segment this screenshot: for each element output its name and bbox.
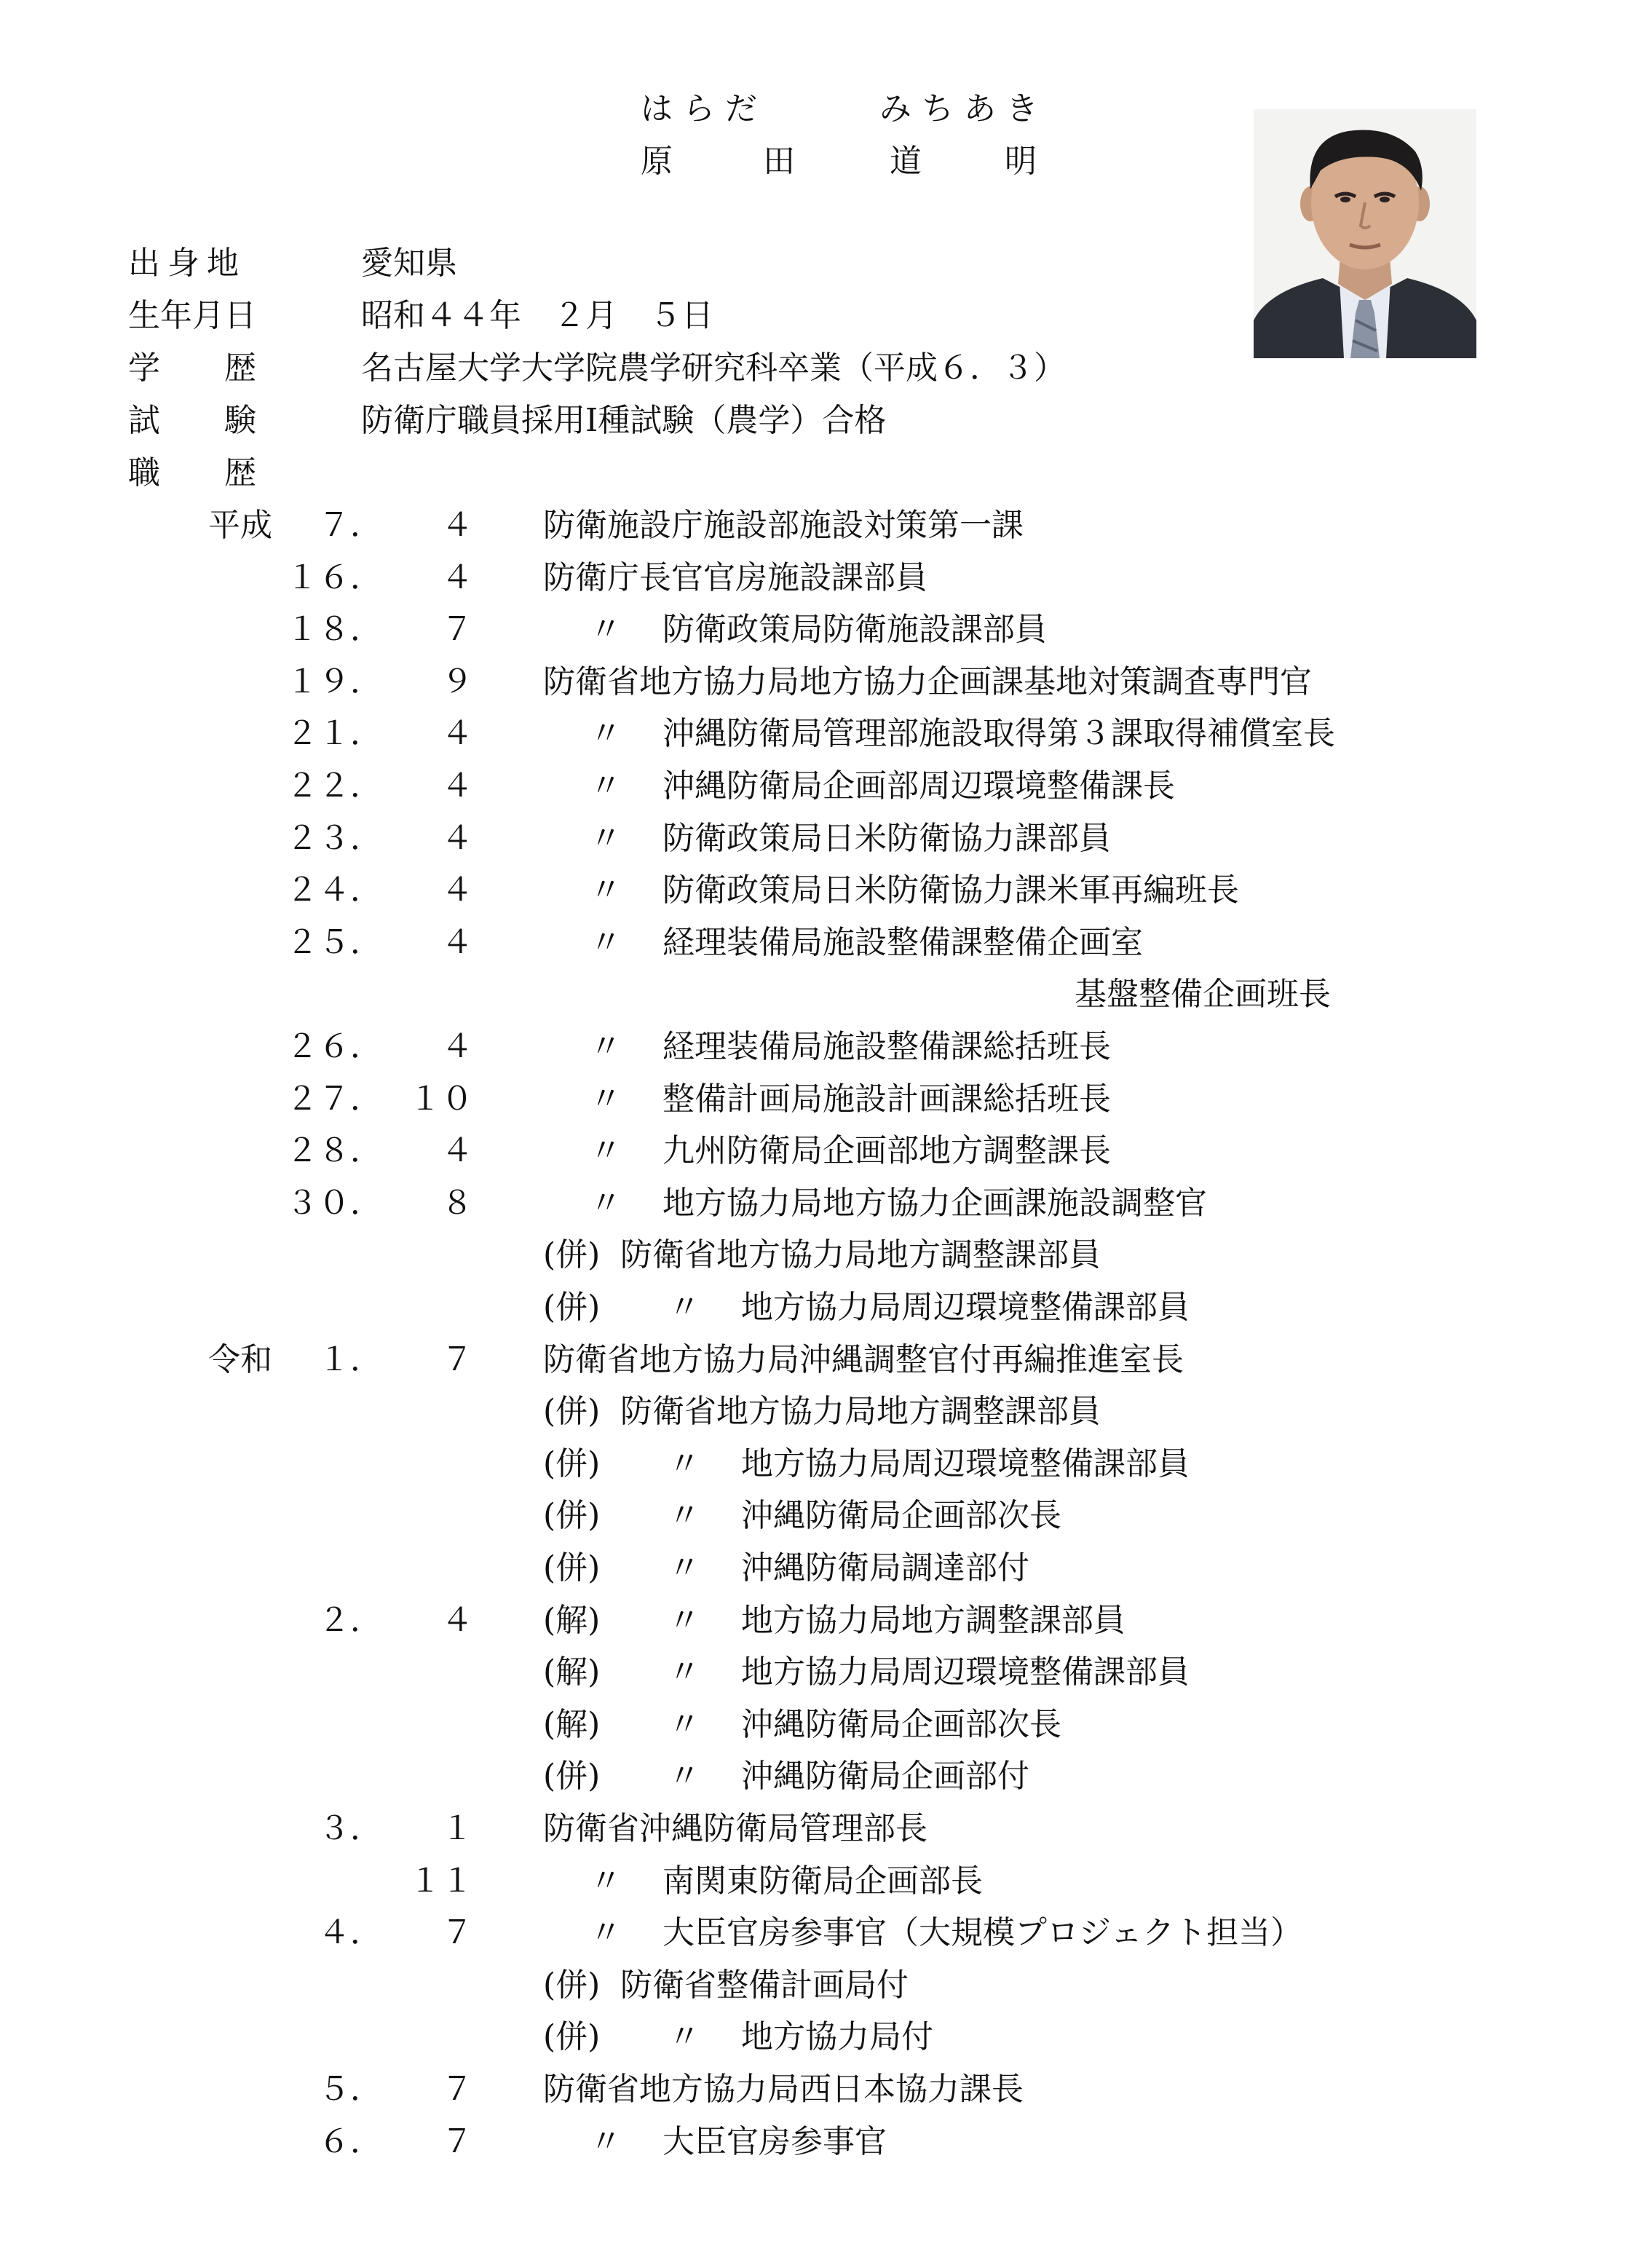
career-month: ７ <box>441 2123 473 2160</box>
birthplace-label: 出身地 <box>128 245 246 282</box>
career-month: ４ <box>441 1602 473 1639</box>
exam-value: 防衛庁職員採用Ⅰ種試験（農学）合格 <box>361 402 887 439</box>
ditto-mark: 〃 <box>668 1653 700 1691</box>
career-position: 大臣官房参事官 <box>662 2123 887 2160</box>
career-year: ２４． <box>286 872 382 909</box>
career-era: 令和 <box>208 1341 272 1378</box>
name-char-1: 原 <box>641 143 673 180</box>
career-position: 防衛省整備計画局付 <box>620 1967 909 2004</box>
career-month: ７ <box>441 2071 473 2108</box>
ditto-mark: 〃 <box>590 924 622 961</box>
career-position: 防衛政策局日米防衛協力課部員 <box>662 820 1111 857</box>
career-month: ４ <box>441 507 473 544</box>
portrait-photo <box>1254 109 1476 358</box>
ditto-mark: 〃 <box>668 1602 700 1639</box>
career-position: 防衛施設庁施設部施設対策第一課 <box>543 507 1024 544</box>
education-value: 名古屋大学大学院農学研究科卒業（平成６．３） <box>361 349 1066 387</box>
career-year: ６． <box>318 2123 382 2160</box>
career-prefix: (併) <box>543 1393 601 1430</box>
career-year: ７． <box>318 507 382 544</box>
career-era: 平成 <box>208 507 272 544</box>
career-position: 防衛省沖縄防衛局管理部長 <box>543 1810 927 1847</box>
career-position: 整備計画局施設計画課総括班長 <box>662 1080 1111 1118</box>
ditto-mark: 〃 <box>668 1758 700 1795</box>
career-month: ７ <box>441 1341 473 1378</box>
career-year: １． <box>318 1341 382 1378</box>
career-year: ２７． <box>286 1080 382 1118</box>
career-label: 職 歴 <box>128 454 256 491</box>
career-position: 沖縄防衛局企画部周辺環境整備課長 <box>662 767 1175 805</box>
career-prefix: (解) <box>543 1602 601 1639</box>
career-position: 経理装備局施設整備課総括班長 <box>662 1028 1111 1065</box>
career-month: １０ <box>409 1080 473 1118</box>
exam-label: 試 験 <box>128 402 256 439</box>
career-month: ７ <box>441 1914 473 1951</box>
career-prefix: (併) <box>543 1549 601 1587</box>
career-position: 防衛省地方協力局沖縄調整官付再編推進室長 <box>543 1341 1184 1378</box>
career-prefix: (併) <box>543 1758 601 1795</box>
career-position: 基盤整備企画班長 <box>1075 976 1331 1013</box>
name-char-2: 田 <box>763 143 795 180</box>
ditto-mark: 〃 <box>590 1028 622 1065</box>
ditto-mark: 〃 <box>590 611 622 648</box>
name-char-3: 道 <box>890 143 922 180</box>
career-position: 地方協力局地方調整課部員 <box>741 1602 1125 1639</box>
career-year: ２３． <box>286 820 382 857</box>
career-month: ４ <box>441 872 473 909</box>
ditto-mark: 〃 <box>590 1914 622 1951</box>
career-month: １ <box>441 1810 473 1847</box>
career-month: ９ <box>441 663 473 700</box>
career-position: 地方協力局地方協力企画課施設調整官 <box>662 1185 1207 1222</box>
career-position: 地方協力局付 <box>741 2018 933 2055</box>
career-month: ４ <box>441 715 473 752</box>
ditto-mark: 〃 <box>590 715 622 752</box>
career-position: 沖縄防衛局管理部施設取得第３課取得補償室長 <box>662 715 1335 752</box>
career-month: ８ <box>441 1185 473 1222</box>
career-prefix: (併) <box>543 1445 601 1482</box>
birthdate-value: 昭和４４年 ２月 ５日 <box>361 297 713 334</box>
career-year: ２１． <box>286 715 382 752</box>
career-position: 経理装備局施設整備課整備企画室 <box>662 924 1143 961</box>
career-year: １８． <box>286 611 382 648</box>
name-furigana-family: はらだ <box>641 90 767 127</box>
career-position: 沖縄防衛局企画部次長 <box>741 1497 1061 1534</box>
career-month: ４ <box>441 1132 473 1169</box>
career-prefix: (併) <box>543 2018 601 2055</box>
career-prefix: (解) <box>543 1653 601 1691</box>
career-prefix: (併) <box>543 1967 601 2004</box>
career-month: ４ <box>441 924 473 961</box>
career-prefix: (併) <box>543 1289 601 1326</box>
career-year: ２６． <box>286 1028 382 1065</box>
ditto-mark: 〃 <box>590 1862 622 1900</box>
career-year: ３０． <box>286 1185 382 1222</box>
ditto-mark: 〃 <box>590 1080 622 1118</box>
career-prefix: (併) <box>543 1497 601 1534</box>
career-position: 防衛政策局日米防衛協力課米軍再編班長 <box>662 872 1239 909</box>
ditto-mark: 〃 <box>590 2123 622 2160</box>
career-month: ４ <box>441 1028 473 1065</box>
career-year: ５． <box>318 2071 382 2108</box>
career-prefix: (解) <box>543 1706 601 1743</box>
ditto-mark: 〃 <box>668 2018 700 2055</box>
career-position: 地方協力局周辺環境整備課部員 <box>741 1289 1190 1326</box>
career-prefix: (併) <box>543 1236 601 1273</box>
career-position: 大臣官房参事官（大規模プロジェクト担当） <box>662 1914 1303 1951</box>
ditto-mark: 〃 <box>590 767 622 805</box>
ditto-mark: 〃 <box>590 872 622 909</box>
name-char-4: 明 <box>1005 143 1037 180</box>
career-position: 防衛庁長官官房施設課部員 <box>543 559 927 596</box>
ditto-mark: 〃 <box>668 1549 700 1587</box>
ditto-mark: 〃 <box>590 1132 622 1169</box>
career-month: ７ <box>441 611 473 648</box>
career-year: ３． <box>318 1810 382 1847</box>
ditto-mark: 〃 <box>590 820 622 857</box>
career-position: 九州防衛局企画部地方調整課長 <box>662 1132 1111 1169</box>
career-year: ２２． <box>286 767 382 805</box>
career-position: 沖縄防衛局企画部次長 <box>741 1706 1061 1743</box>
career-month: ４ <box>441 820 473 857</box>
career-position: 防衛省地方協力局地方協力企画課基地対策調査専門官 <box>543 663 1312 700</box>
career-year: ２． <box>318 1602 382 1639</box>
career-month: ４ <box>441 767 473 805</box>
career-position: 防衛省地方協力局地方調整課部員 <box>620 1236 1101 1273</box>
career-month: １１ <box>409 1862 473 1900</box>
career-position: 沖縄防衛局企画部付 <box>741 1758 1029 1795</box>
career-position: 地方協力局周辺環境整備課部員 <box>741 1653 1190 1691</box>
career-year: ４． <box>318 1914 382 1951</box>
birthdate-label: 生年月日 <box>128 297 256 334</box>
career-year: １９． <box>286 663 382 700</box>
career-position: 地方協力局周辺環境整備課部員 <box>741 1445 1190 1482</box>
ditto-mark: 〃 <box>590 1185 622 1222</box>
education-label: 学 歴 <box>128 349 256 387</box>
ditto-mark: 〃 <box>668 1445 700 1482</box>
ditto-mark: 〃 <box>668 1706 700 1743</box>
career-position: 防衛省地方協力局西日本協力課長 <box>543 2071 1024 2108</box>
career-month: ４ <box>441 559 473 596</box>
career-position: 沖縄防衛局調達部付 <box>741 1549 1029 1587</box>
career-position: 防衛省地方協力局地方調整課部員 <box>620 1393 1101 1430</box>
career-year: ２５． <box>286 924 382 961</box>
person-portrait-icon <box>1254 109 1476 358</box>
career-position: 防衛政策局防衛施設課部員 <box>662 611 1047 648</box>
career-position: 南関東防衛局企画部長 <box>662 1862 983 1900</box>
ditto-mark: 〃 <box>668 1289 700 1326</box>
career-year: １６． <box>286 559 382 596</box>
ditto-mark: 〃 <box>668 1497 700 1534</box>
birthplace-value: 愛知県 <box>361 245 457 282</box>
name-furigana-given: みちあき <box>879 90 1048 127</box>
career-year: ２８． <box>286 1132 382 1169</box>
